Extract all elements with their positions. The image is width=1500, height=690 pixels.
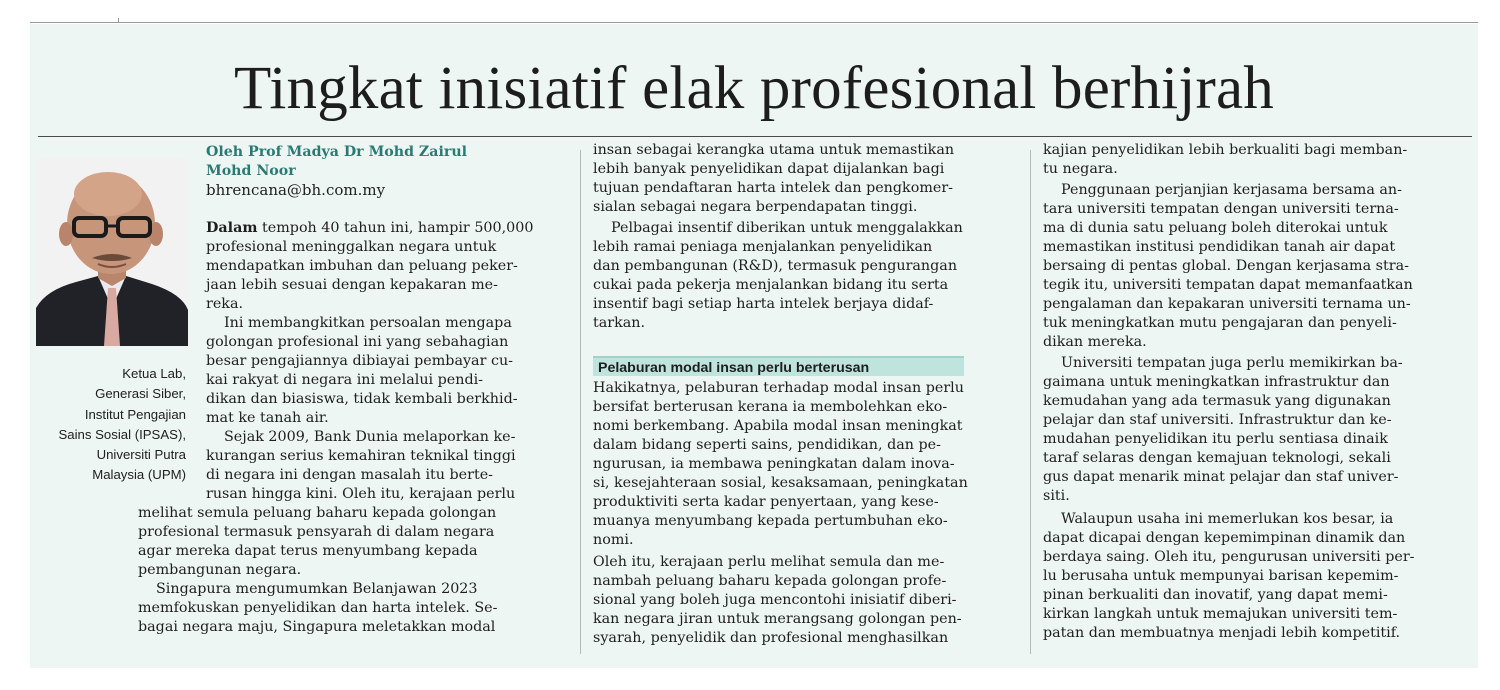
text-line: tegik itu, universiti tempatan dapat memanfaatkan	[1043, 277, 1413, 293]
top-rule	[30, 22, 1478, 23]
text-line: nambah peluang baharu kepada golongan profe-	[593, 573, 947, 589]
text-line: profesional termasuk pensyarah di dalam negara	[138, 524, 495, 540]
text-line: kurangan serius kemahiran teknikal tinggi	[206, 448, 516, 464]
text-line: bagai negara maju, Singapura meletakkan modal	[138, 619, 496, 635]
text-line: memastikan institusi pendidikan tanah air dapat	[1043, 239, 1396, 255]
text-line: pinan berkualiti dan inovatif, yang dapat memi-	[1043, 587, 1388, 603]
text-line: Universiti tempatan juga perlu memikirkan ba-	[1061, 355, 1403, 371]
text-line: Ini membangkitkan persoalan mengapa	[224, 315, 512, 331]
text-line: produktiviti serta kadar penyertaan, yang kese-	[593, 494, 939, 510]
text-line: dikan dan biasiswa, tidak kembali berkhid-	[206, 391, 518, 407]
dropcap-word: Dalam	[206, 220, 258, 236]
text-line: Oleh itu, kerajaan perlu melihat semula dan me-	[593, 554, 945, 570]
text-line: reka.	[206, 296, 244, 312]
text-line: besar pengajiannya dibiayai pembayar cu-	[206, 353, 513, 369]
text-line: melihat semula peluang baharu kepada golongan	[138, 505, 497, 521]
text-line: profesional meninggalkan negara untuk	[206, 239, 497, 255]
text-line: rusan hingga kini. Oleh itu, kerajaan perlu	[206, 486, 516, 502]
text-line: Walaupun usaha ini memerlukan kos besar, ia	[1061, 511, 1394, 527]
text-line: pembangunan negara.	[138, 562, 302, 578]
text-line: tuk meningkatkan mutu pengajaran dan penyeli-	[1043, 315, 1397, 331]
text-line: pelajar dan staf universiti. Infrastruktur dan ke-	[1043, 412, 1392, 428]
text-line: dikan mereka.	[1043, 334, 1147, 350]
text-line: si, kesejahteraan sosial, kesaksamaan, peningkatan	[593, 475, 968, 491]
text-line: mendapatkan imbuhan dan peluang peker-	[206, 258, 518, 274]
text-line: taraf selaras dengan kemajuan teknologi, sekali	[1043, 450, 1391, 466]
text-line: gus dapat menarik minat pelajar dan staf univer-	[1043, 469, 1399, 485]
text-line: pengalaman dan kepakaran universiti ternama un-	[1043, 296, 1411, 312]
text-line: agar mereka dapat terus menyumbang kepada	[138, 543, 478, 559]
section-subheading: Pelaburan modal insan perlu berterusan	[593, 356, 964, 376]
top-rule-tick	[118, 18, 119, 23]
text-line: cukai pada pekerja menjalankan bidang itu serta	[593, 277, 949, 293]
text-line: kan negara jiran untuk merangsang golongan pen-	[593, 611, 962, 627]
text-line: nomi berkembang. Apabila modal insan meningkat	[593, 418, 963, 434]
text-line: tara universiti tempatan dengan universiti terna-	[1043, 201, 1399, 217]
author-name-line2: Mohd Noor	[206, 163, 296, 179]
column-rule	[580, 150, 581, 654]
text-line: Dalam tempoh 40 tahun ini, hampir 500,000	[206, 220, 534, 236]
text-line: memfokuskan penyelidikan dan harta intelek. Se-	[138, 600, 498, 616]
text-line: bersifat berterusan kerana ia membolehkan eko-	[593, 399, 948, 415]
text-line: muanya menyumbang kepada pertumbuhan eko-	[593, 513, 948, 529]
text-line: Hakikatnya, pelaburan terhadap modal insan perlu	[593, 380, 964, 396]
text-line: di negara ini dengan masalah itu berte-	[206, 467, 494, 483]
text-line: lebih banyak penyelidikan dapat dijalankan bagi	[593, 161, 945, 177]
text-line: patan dan membuatnya menjadi lebih kompetitif.	[1043, 625, 1401, 641]
text-line: kemudahan yang ada termasuk yang digunakan	[1043, 393, 1391, 409]
text-line: Pelbagai insentif diberikan untuk menggalakkan	[611, 220, 963, 236]
text-line: ma di dunia satu peluang boleh diterokai untuk	[1043, 220, 1388, 236]
caption-line: Institut Pengajian	[84, 406, 186, 422]
photo-caption	[30, 364, 186, 486]
caption-line: Universiti Putra	[96, 447, 186, 463]
caption-line: Malaysia (UPM)	[92, 467, 186, 483]
text-line: kirkan langkah untuk memajukan universiti tem-	[1043, 606, 1398, 622]
headline: Tingkat inisiatif elak profesional berhijrah	[234, 55, 1274, 122]
byline	[206, 143, 586, 200]
text-line: Sejak 2009, Bank Dunia melaporkan ke-	[224, 429, 516, 445]
headline-rule	[38, 136, 1472, 137]
author-email: bhrencana@bh.com.my	[206, 181, 386, 199]
text-line: nomi.	[593, 532, 634, 548]
author-photo	[36, 158, 188, 346]
text-line: jaan lebih sesuai dengan kepakaran me-	[206, 277, 498, 293]
text-line: lu berusaha untuk mempunyai barisan kepemim-	[1043, 568, 1399, 584]
caption-line: Ketua Lab,	[122, 366, 186, 381]
text-line: syarah, penyelidik dan profesional menghasilkan	[593, 630, 949, 646]
text-line: ngurusan, ia membawa peningkatan dalam inova-	[593, 456, 955, 472]
text-line: golongan profesional ini yang sebahagian	[206, 334, 509, 350]
text-line: siti.	[1043, 488, 1070, 504]
text-line: gaimana untuk meningkatkan infrastruktur dan	[1043, 374, 1390, 390]
text-line: sialan sebagai negara berpendapatan tinggi.	[593, 199, 918, 215]
text-line: dan pembangunan (R&D), termasuk pengurangan	[593, 258, 958, 274]
text-line: mudahan penyelidikan itu perlu sentiasa dinaik	[1043, 431, 1388, 447]
author-name-line1: Oleh Prof Madya Dr Mohd Zairul	[206, 144, 468, 160]
text-line: bersaing di pentas global. Dengan kerjasama stra-	[1043, 258, 1409, 274]
caption-line: Generasi Siber,	[95, 386, 186, 402]
caption-line: Sains Sosial (IPSAS),	[58, 426, 186, 442]
text-line: Singapura mengumumkan Belanjawan 2023	[156, 581, 478, 597]
text-line: tu negara.	[1043, 161, 1118, 177]
text-line: kai rakyat di negara ini melalui pendi-	[206, 372, 484, 388]
text-line: insentif bagi setiap harta intelek berjaya didaf-	[593, 296, 934, 312]
text-line: sional yang boleh juga mencontohi inisiatif diberi-	[593, 592, 957, 608]
text-line: tarkan.	[593, 315, 646, 331]
text-line: dalam bidang seperti sains, pendidikan, dan pe-	[593, 437, 941, 453]
text-line: kajian penyelidikan lebih berkualiti bagi memban-	[1043, 142, 1408, 158]
text-line: dapat dicapai dengan kepemimpinan dinamik dan	[1043, 530, 1406, 546]
text-line: insan sebagai kerangka utama untuk memastikan	[593, 142, 955, 158]
text-line: lebih ramai peniaga menjalankan penyelidikan	[593, 239, 933, 255]
column-rule	[1030, 150, 1031, 654]
text-line: Penggunaan perjanjian kerjasama bersama an-	[1061, 182, 1402, 198]
text-line: berdaya saing. Oleh itu, pengurusan universiti per-	[1043, 549, 1415, 565]
text-line: mat ke tanah air.	[206, 410, 329, 426]
article-panel	[30, 24, 1478, 668]
text-line: tujuan pendaftaran harta intelek dan pengkomer-	[593, 180, 953, 196]
